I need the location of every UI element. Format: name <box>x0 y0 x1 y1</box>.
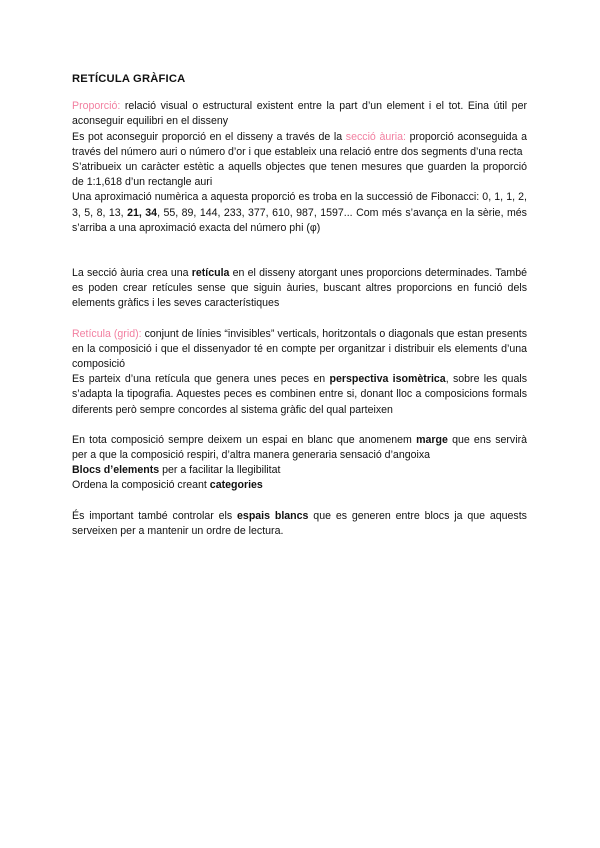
document-page <box>72 72 527 539</box>
bold-espais-blancs: espais blancs <box>237 509 309 522</box>
text-run: Es parteix d’una retícula que genera unes peces en <box>72 373 330 386</box>
proporcio-definition <box>72 99 527 129</box>
text-run: Una aproximació numèrica a aquesta proporció es troba en la successió de Fibonacci: 0, 1, 1, 2, 3, 5, 8, 13, <box>72 191 527 219</box>
reticula-definition <box>72 327 527 373</box>
term-reticula: Retícula (grid): <box>72 327 142 340</box>
blocs-paragraph <box>72 463 527 478</box>
text-run: conjunt de línies “invisibles” verticals, horitzontals o diagonals que estan presents en la composició i que el dissenyador té en compte per organitzar i distribuir els elements d’una composició <box>72 327 527 371</box>
term-proporcio: Proporció: <box>72 100 121 113</box>
text-run: que ens servirà per a que la composició respiri, d’altra manera generaria sensació d’angoixa <box>72 433 527 462</box>
marge-paragraph <box>72 433 527 463</box>
proporcio-paragraph-3: S’atribueix un caràcter estètic a aquells objectes que tenen mesures que guarden la proporció de 1:1,618 d’un rectangle auri <box>72 161 527 189</box>
text-run: La secció àuria crea una <box>72 267 192 280</box>
bold-fibonacci: 21, 34 <box>127 206 158 219</box>
ordena-paragraph <box>72 478 527 493</box>
text-run: És important també controlar els <box>72 509 238 522</box>
text-run: per a facilitar la llegibilitat <box>159 464 281 477</box>
text-run: En tota composició sempre deixem un espai en blanc que anomenem <box>72 433 417 446</box>
text-run: que es generen entre blocs ja que aquests serveixen per a mantenir un ordre de lectura. <box>72 509 527 537</box>
proporcio-definition-text: relació visual o estructural existent entre la part d’un element i el tot. Eina útil per aconseguir equilibri en el disseny <box>72 100 527 128</box>
proporcio-paragraph-4 <box>72 190 527 236</box>
bold-blocs: Blocs d’elements <box>72 464 160 477</box>
document-title <box>72 72 527 87</box>
text-run: Ordena la composició creant <box>72 479 210 492</box>
spacer <box>72 418 527 433</box>
reticula-paragraph-2 <box>72 372 527 418</box>
term-seccio-auria: secció àuria: <box>345 130 406 143</box>
text-run: , 55, 89, 144, 233, 377, 610, 987, 1597... Com més s’avança en la sèrie, més s’arriba a una aproximació exacta del número phi (φ) <box>72 206 527 234</box>
spacer <box>72 494 527 509</box>
spacer <box>72 236 527 266</box>
bold-marge: marge <box>416 433 448 446</box>
espais-paragraph <box>72 509 527 539</box>
spacer <box>72 312 527 327</box>
bold-reticula: retícula <box>191 267 230 280</box>
bold-categories: categories <box>209 479 263 492</box>
text-run: en el disseny atorgant unes proporcions determinades. També es poden crear retícules sense que siguin àuries, buscant altres proporcions en funció dels elements gràfics i les seves característiques <box>72 267 527 310</box>
text-run: proporció aconseguida a través del número auri o número d’or i que estableix una relació entre dos segments d’una recta <box>72 130 527 158</box>
bold-perspectiva: perspectiva isomètrica <box>329 373 446 386</box>
text-run: Es pot aconseguir proporció en el disseny a través de la <box>72 130 346 143</box>
text-run: , sobre les quals s’adapta la tipografia. Aquestes peces es combinen entre si, donant lloc a composicions formals diferents però sempre concordes al sistema gràfic del qual parteixen <box>72 373 527 416</box>
seccio-paragraph <box>72 266 527 312</box>
proporcio-paragraph-2 <box>72 130 527 160</box>
title-text: RETÍCULA GRÀFICA <box>72 73 186 85</box>
